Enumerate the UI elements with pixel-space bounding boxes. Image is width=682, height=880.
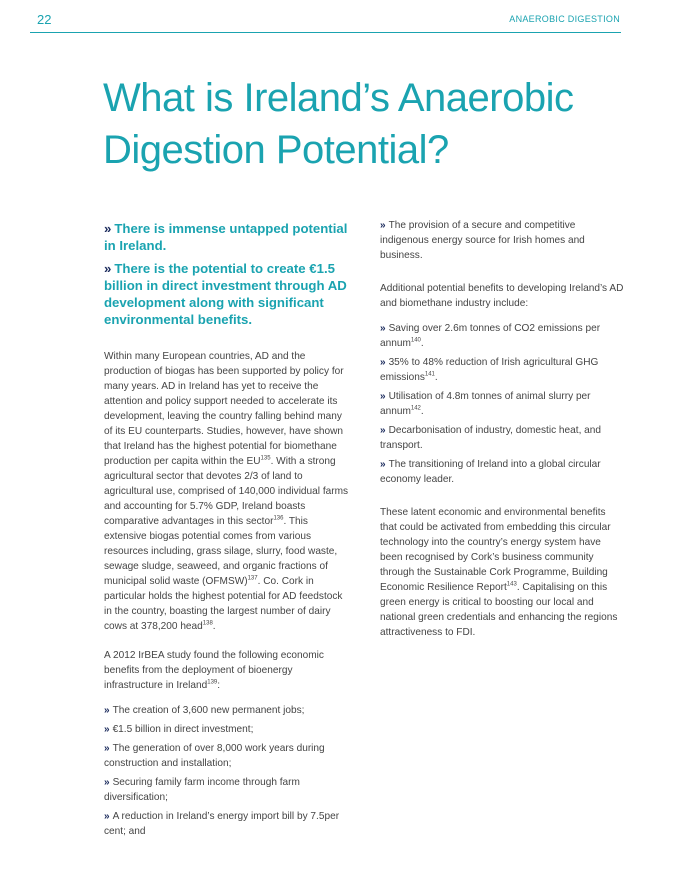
lead-statement xyxy=(104,260,350,328)
chevron-bullet-icon: » xyxy=(104,261,112,276)
page-header xyxy=(0,0,682,36)
chevron-bullet-icon: » xyxy=(104,777,110,788)
chevron-bullet-icon: » xyxy=(380,357,386,368)
chevron-bullet-icon: » xyxy=(380,323,386,334)
chevron-bullet-icon: » xyxy=(104,705,110,716)
lead-text: There is the potential to create €1.5 billion in direct investment through AD development along with significant environmental benefits. xyxy=(104,261,347,327)
footnote-ref: 140 xyxy=(410,337,421,344)
footnote-ref: 143 xyxy=(506,581,517,588)
footnote-ref: 142 xyxy=(410,405,421,412)
chevron-bullet-icon: » xyxy=(380,459,386,470)
footnote-ref: 139 xyxy=(207,679,218,686)
page-number: 22 xyxy=(37,12,52,27)
lead-text: There is immense untapped potential in Ireland. xyxy=(104,221,348,253)
footnote-ref: 137 xyxy=(247,575,258,582)
footnote-ref: 138 xyxy=(202,620,213,627)
footnote-ref: 136 xyxy=(273,515,284,522)
list-item: » 35% to 48% reduction of Irish agricultural GHG emissions$^{141}$. xyxy=(380,357,599,383)
chevron-bullet-icon: » xyxy=(104,743,110,754)
left-column xyxy=(104,220,350,843)
body-paragraph: Within many European countries, AD and the production of biogas has been supported by policy for many years. AD in Ireland has yet to receive the attention and policy support needed to accelerate its development, leaving the country falling behind many of its EU counterparts. Studies, however, have shown that Ireland has the highest potential for biomethane production per capita within the EU$^{135}$. With a strong agricultural sector that devotes 2/3 of land to agricultural use, comprised of 140,000 individual farms and accounting for 5.7% GDP, Ireland boasts comparative advantages in this sector$^{136}$. This extensive biogas potential comes from various resources including, grass silage, slurry, food waste, sewage sludge, seaweed, and organic fractions of municipal solid waste (OFMSW)$^{137}$. Co. Cork in particular holds the highest potential for AD feedstock in the country, boasting the largest number of dairy cows at 378,200 head$^{138}$. xyxy=(104,351,349,632)
list-item: » €1.5 billion in direct investment; xyxy=(104,724,254,735)
page-title: What is Ireland’s Anaerobic Digestion Potential? xyxy=(103,76,574,172)
body-paragraph: A 2012 IrBEA study found the following economic benefits from the deployment of bioenergy infrastructure in Ireland$^{139}$: xyxy=(104,650,324,691)
footnote-ref: 135 xyxy=(260,455,271,462)
lead-statement xyxy=(104,220,350,254)
body-paragraph: Additional potential benefits to developing Ireland’s AD and biomethane industry include: xyxy=(380,283,624,309)
chevron-bullet-icon: » xyxy=(104,221,112,236)
chevron-bullet-icon: » xyxy=(380,220,386,231)
section-label: ANAEROBIC DIGESTION xyxy=(509,14,620,24)
chevron-bullet-icon: » xyxy=(104,724,110,735)
right-column xyxy=(380,218,624,640)
chevron-bullet-icon: » xyxy=(104,811,110,822)
chevron-bullet-icon: » xyxy=(380,425,386,436)
body-paragraph: These latent economic and environmental benefits that could be activated from embedding this circular technology into the country’s energy system have been recognised by Cork’s business community through the Sustainable Cork Programme, Building Economic Resilience Report$^{143}$. Capitalising on this green energy is critical to boosting our local and national green credentials and enhancing the regions attractiveness to FDI. xyxy=(380,507,618,638)
list-item: » Saving over 2.6m tonnes of CO2 emissions per annum$^{140}$. xyxy=(380,323,601,349)
list-item: » The generation of over 8,000 work years during construction and installation; xyxy=(104,743,325,769)
list-item: » Utilisation of 4.8m tonnes of animal slurry per annum$^{142}$. xyxy=(380,391,591,417)
list-item: » Securing family farm income through farm diversification; xyxy=(104,777,300,803)
list-item: » Decarbonisation of industry, domestic heat, and transport. xyxy=(380,425,602,451)
list-item: » The provision of a secure and competitive indigenous energy source for Irish homes and business. xyxy=(380,220,585,261)
chevron-bullet-icon: » xyxy=(380,391,386,402)
list-item: » The transitioning of Ireland into a global circular economy leader. xyxy=(380,459,601,485)
header-rule xyxy=(30,32,621,33)
list-item: » The creation of 3,600 new permanent jobs; xyxy=(104,705,305,716)
list-item: » A reduction in Ireland’s energy import bill by 7.5per cent; and xyxy=(104,811,340,837)
footnote-ref: 141 xyxy=(424,371,435,378)
